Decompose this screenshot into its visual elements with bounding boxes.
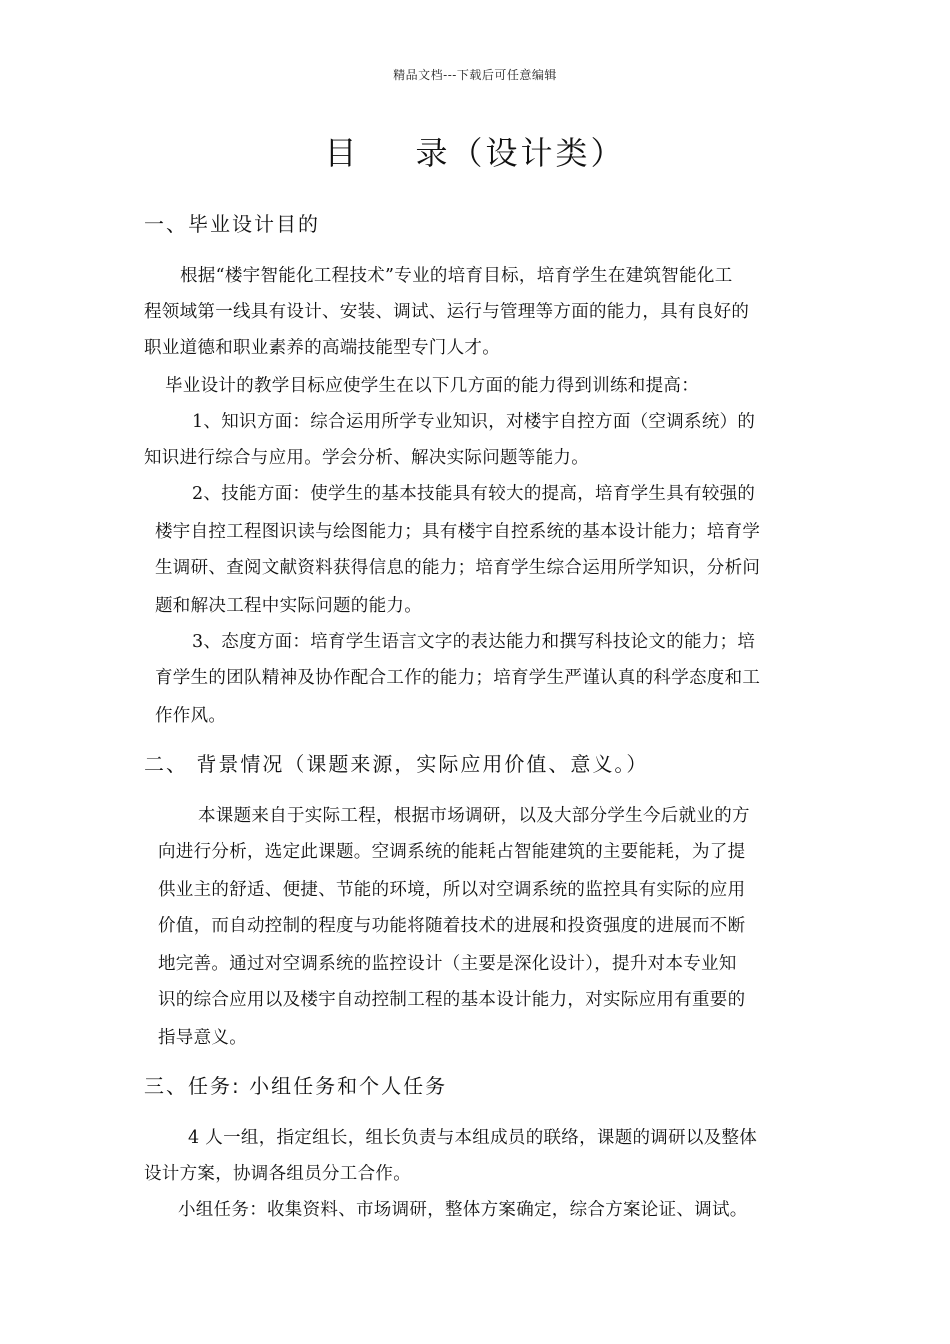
paragraph-line: 小组任务：收集资料、市场调研，整体方案确定，综合方案论证、调试。 (178, 1200, 748, 1220)
paragraph-line: 价值，而自动控制的程度与功能将随着技术的进展和投资强度的进展而不断 (158, 916, 746, 936)
paragraph-line: 识的综合应用以及楼宇自动控制工程的基本设计能力，对实际应用有重要的 (158, 990, 746, 1010)
paragraph-line: 楼宇自控工程图识读与绘图能力；具有楼宇自控系统的基本设计能力；培育学 (155, 522, 761, 542)
title-part-1: 目 (324, 134, 360, 172)
paragraph-line: 向进行分析，选定此课题。空调系统的能耗占智能建筑的主要能耗，为了提 (158, 842, 746, 862)
paragraph-line: 指导意义。 (158, 1028, 247, 1048)
paragraph-line: 育学生的团队精神及协作配合工作的能力；培育学生严谨认真的科学态度和工 (155, 668, 761, 688)
page-header: 精品文档---下载后可任意编辑 (393, 68, 557, 82)
paragraph-line: 题和解决工程中实际问题的能力。 (155, 596, 422, 616)
paragraph-line: 知识进行综合与应用。学会分析、解决实际问题等能力。 (144, 448, 589, 468)
section-heading-3: 三、任务: 小组任务和个人任务 (144, 1074, 448, 1098)
paragraph-line: 本课题来自于实际工程，根据市场调研，以及大部分学生今后就业的方 (198, 806, 750, 826)
paragraph-line: 3、态度方面：培育学生语言文字的表达能力和撰写科技论文的能力；培 (192, 632, 756, 652)
paragraph-line: 供业主的舒适、便捷、节能的环境，所以对空调系统的监控具有实际的应用 (158, 880, 746, 900)
paragraph-line: 根据“楼宇智能化工程技术”专业的培育目标，培育学生在建筑智能化工 (180, 266, 733, 286)
paragraph-line: 程领域第一线具有设计、安装、调试、运行与管理等方面的能力，具有良好的 (144, 302, 750, 322)
paragraph-line: 2、技能方面：使学生的基本技能具有较大的提高，培育学生具有较强的 (192, 484, 756, 504)
paragraph-line: 生调研、查阅文献资料获得信息的能力；培育学生综合运用所学知识，分析问 (155, 558, 761, 578)
section-heading-1: 一、毕业设计目的 (144, 212, 320, 236)
paragraph-line: 作作风。 (155, 706, 227, 726)
paragraph-line: 设计方案，协调各组员分工合作。 (144, 1164, 411, 1184)
paragraph-line: 毕业设计的教学目标应使学生在以下几方面的能力得到训练和提高： (165, 376, 699, 396)
paragraph-line: 1、知识方面：综合运用所学专业知识，对楼宇自控方面（空调系统）的 (192, 412, 756, 432)
paragraph-line: 职业道德和职业素养的高端技能型专门人才。 (144, 338, 500, 358)
page-title (0, 128, 950, 174)
paragraph-line: 地完善。通过对空调系统的监控设计（主要是深化设计），提升对本专业知 (158, 954, 737, 974)
paragraph-line: 4 人一组，指定组长，组长负责与本组成员的联络，课题的调研以及整体 (188, 1128, 758, 1148)
title-part-2: 录（设计类） (415, 134, 626, 172)
section-heading-2: 二、 背景情况（课题来源，实际应用价值、意义。） (144, 752, 649, 776)
